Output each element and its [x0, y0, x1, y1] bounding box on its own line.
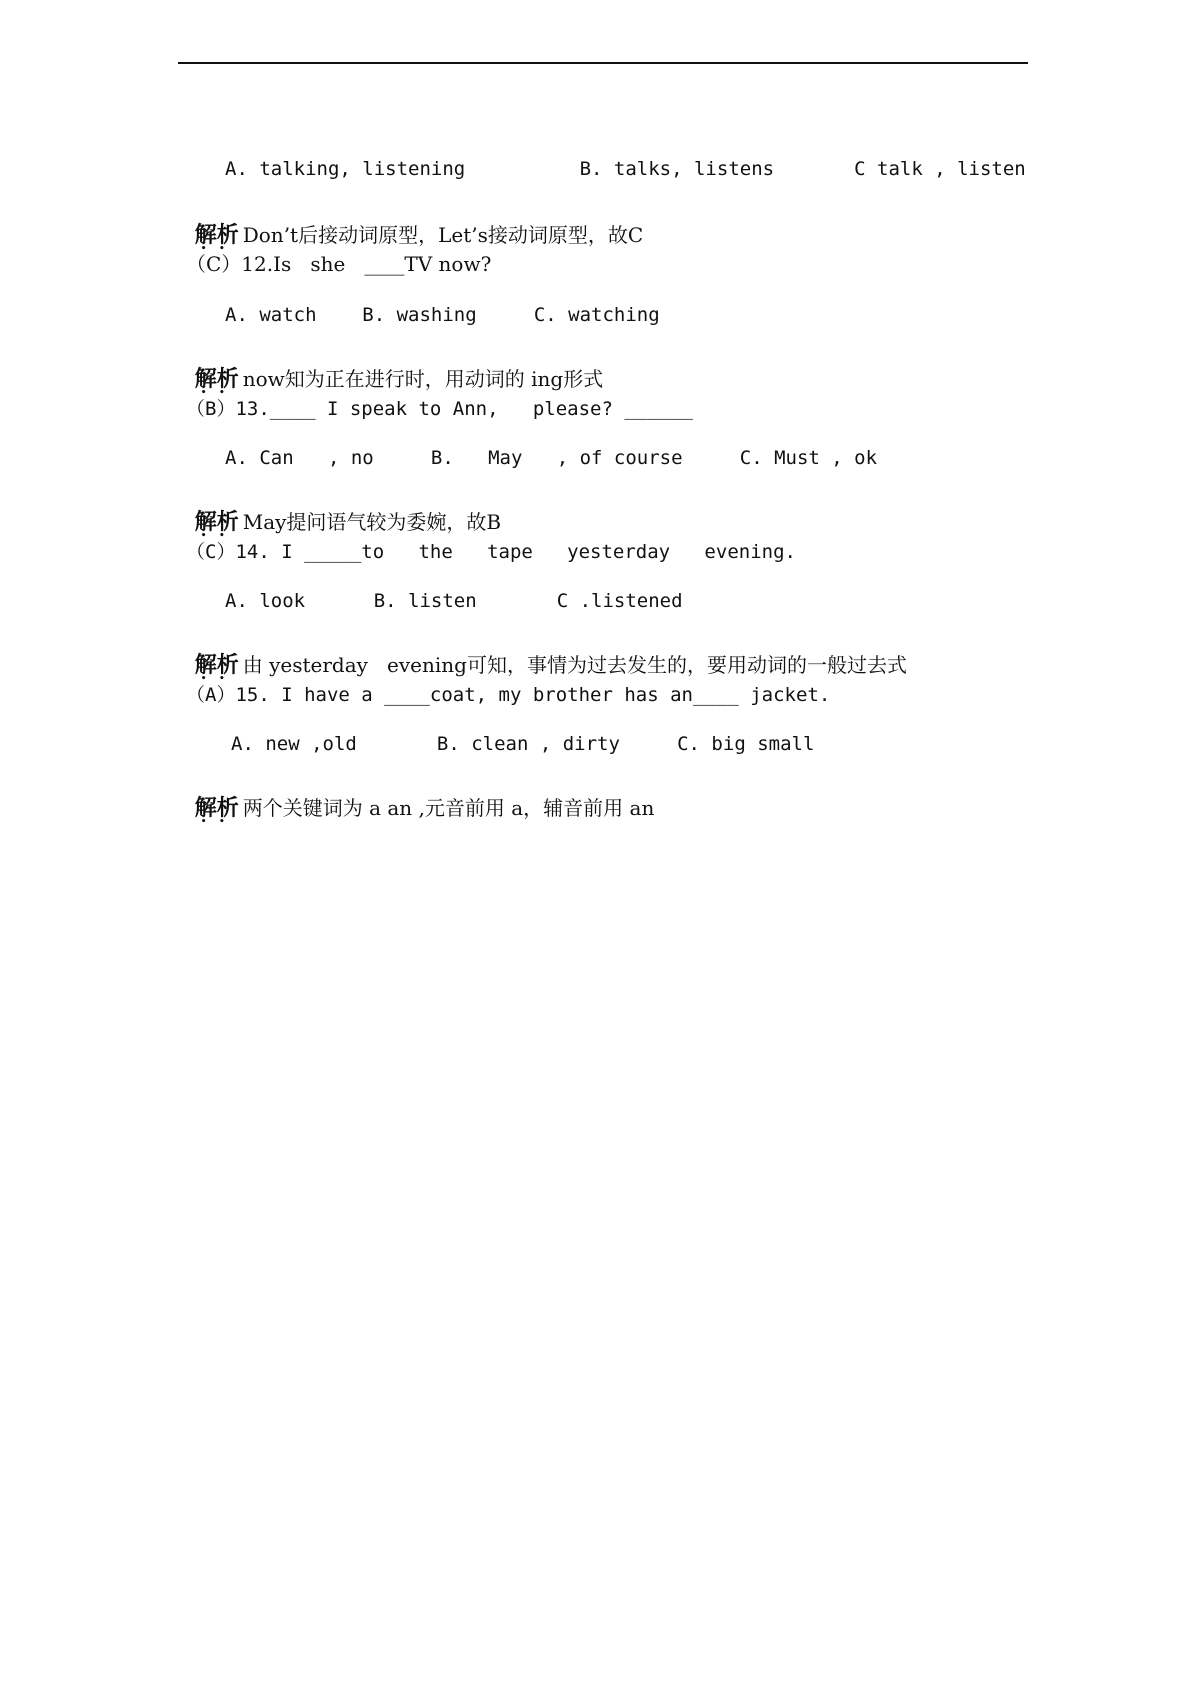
q15-options: A. new ,old B. clean , dirty C. big small	[231, 733, 815, 755]
q14-stem: （C）14. I _____to the tape yesterday evening.	[186, 541, 796, 563]
q14-explanation: 由 yesterday evening可知，事情为过去发生的，要用动词的一般过去式	[242, 653, 907, 677]
q12-analysis	[182, 340, 603, 393]
q11-options: A. talking, listening B. talks, listens C talk , listen	[225, 158, 1026, 180]
q13-stem: （B）13.____ I speak to Ann, please? ______	[186, 398, 693, 420]
q13-analysis	[182, 483, 501, 536]
q15-explanation: 两个关键词为 a an ,元音前用 a，辅音前用 an	[242, 796, 655, 820]
q15-analysis	[182, 769, 654, 822]
q14-options: A. look B. listen C .listened	[225, 590, 683, 612]
q13-options: A. Can , no B. May , of course C. Must , ok	[225, 447, 878, 469]
q11-analysis	[182, 196, 643, 249]
analysis-label: 解析 • •	[195, 653, 239, 679]
analysis-label: 解析 • •	[195, 510, 239, 536]
q12-options: A. watch B. washing C. watching	[225, 304, 660, 326]
header-rule	[178, 62, 1028, 64]
q13-explanation: May提问语气较为委婉，故B	[242, 510, 502, 534]
q12-stem: （C）12.Is she ____TV now?	[186, 252, 492, 276]
analysis-label: 解析 • •	[195, 796, 239, 822]
q12-explanation: now知为正在进行时，用动词的 ing形式	[242, 367, 604, 391]
analysis-label: 解析 • •	[195, 367, 239, 393]
q15-stem: （A）15. I have a ____coat, my brother has an____ jacket.	[186, 684, 831, 706]
q11-explanation: Don’t后接动词原型，Let’s接动词原型，故C	[242, 223, 644, 247]
q14-analysis	[182, 626, 907, 679]
analysis-label: 解析 • •	[195, 223, 239, 249]
